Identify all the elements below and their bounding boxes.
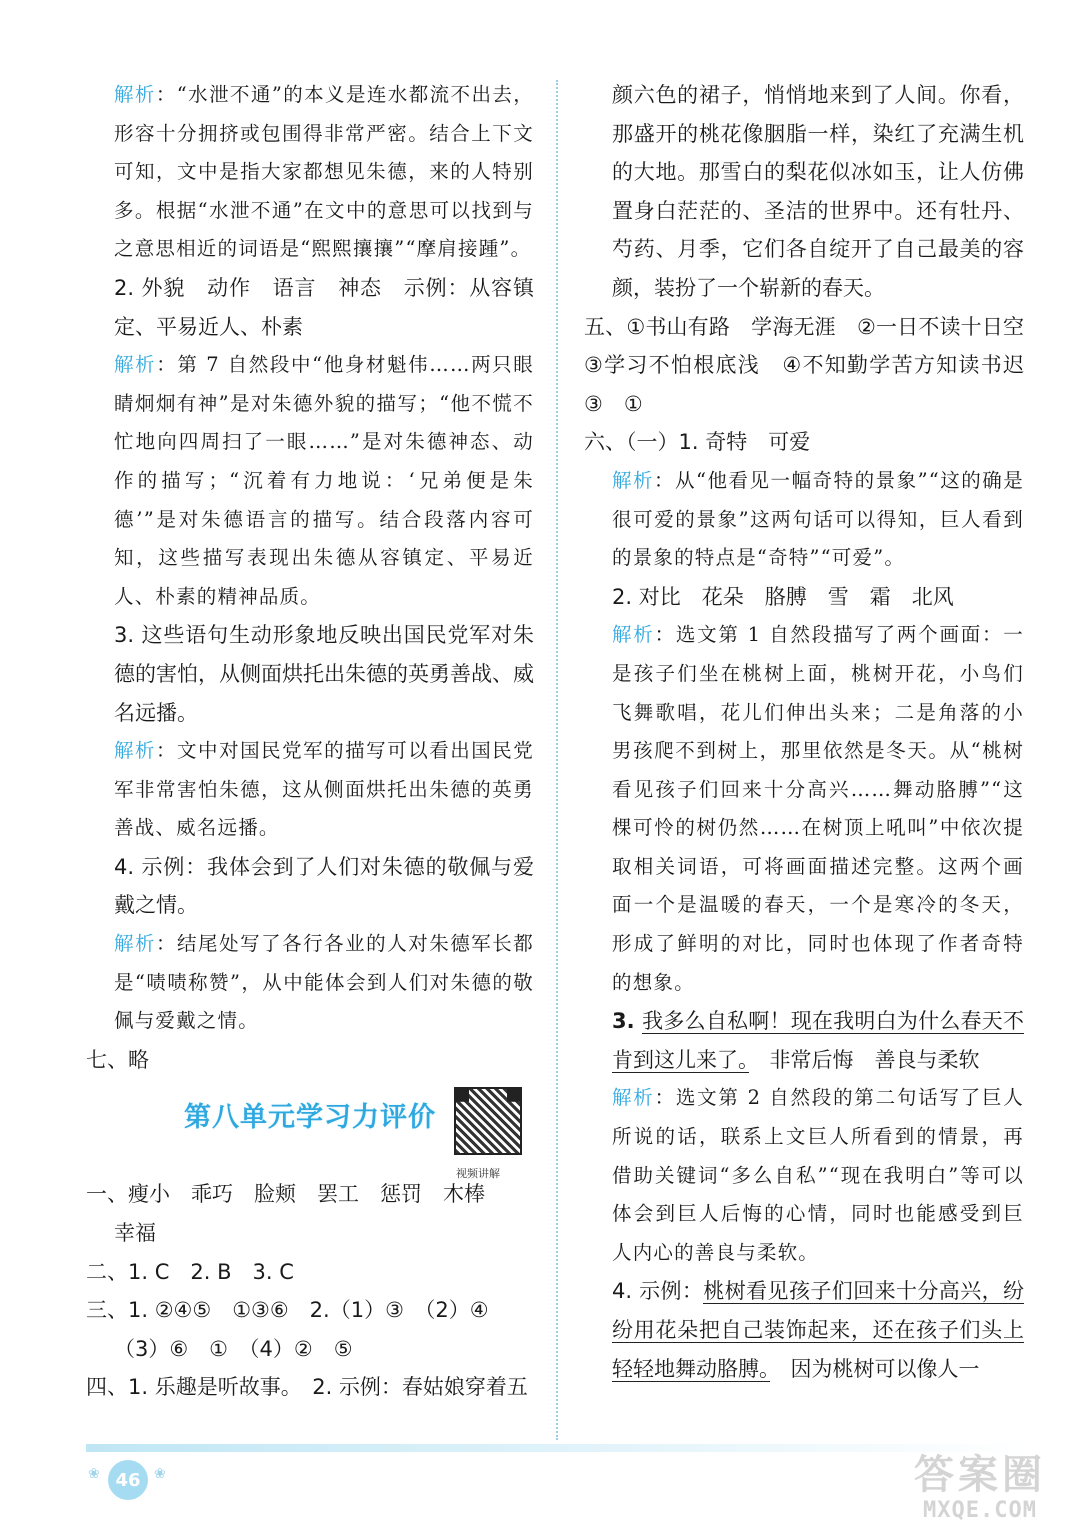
section-1-cont: 幸福 bbox=[114, 1221, 156, 1246]
analysis-paragraph: 解析：文中对国民党军的描写可以看出国民党军非常害怕朱德，这从侧面烘托出朱德的英勇善战、威名远播。 bbox=[114, 739, 534, 840]
answer-3: 3. 我多么自私啊！现在我明白为什么春天不肯到这儿来了。 非常后悔 善良与柔软 bbox=[612, 1009, 1025, 1072]
analysis-paragraph: 解析：选文第 1 自然段描写了两个画面：一是孩子们坐在桃树上面，桃树开花，小鸟们飞舞歌唱，花儿们伸出头来；二是角落的小男孩爬不到树上，那里依然是冬天。从“桃树看见孩子们回来十分高兴……舞动胳膊”“这棵可怜的树仍然……在树顶上吼叫”中依次提取相关词语，可将画面描述完整。这两个画面一个是温暖的春天，一个是寒冷的冬天，形成了鲜明的对比，同时也体现了作者奇特的想象。 bbox=[612, 623, 1024, 994]
analysis-paragraph: 解析：结尾处写了各行各业的人对朱德军长都是“啧啧称赞”，从中能体会到人们对朱德的敬佩与爱戴之情。 bbox=[114, 932, 534, 1033]
section-1: 一、瘦小 乖巧 脸颊 罢工 惩罚 木棒 bbox=[86, 1182, 485, 1207]
section-3: 三、1. ②④⑤ ①③⑥ 2.（1）③ （2）④ bbox=[86, 1298, 489, 1323]
answer-4: 4. 示例：桃树看见孩子们回来十分高兴，纷纷用花朵把自己装饰起来，还在孩子们头上轻轻地舞动胳膊。 因为桃树可以像人一 bbox=[612, 1279, 1025, 1381]
section-6: 六、（一）1. 奇特 可爱 bbox=[584, 430, 811, 455]
answer-2: 2. 外貌 动作 语言 神态 示例：从容镇定、平易近人、朴素 bbox=[114, 275, 534, 339]
analysis-paragraph: 解析：“水泄不通”的本义是连水都流不出去，形容十分拥挤或包围得非常严密。结合上下文可知，文中是指大家都想见朱德，来的人特别多。根据“水泄不通”在文中的意思可以找到与之意思相近的词语是“熙熙攘攘”“摩肩接踵”。 bbox=[114, 83, 534, 261]
column-divider bbox=[556, 80, 558, 1440]
section-5: 五、①书山有路 学海无涯 ②一日不读十日空 ③学习不怕根底浅 ④不知勤学苦方知读书迟 ③ ① bbox=[584, 314, 1045, 416]
unit-title-row bbox=[86, 1079, 534, 1181]
analysis-tag: 解析 bbox=[612, 1086, 655, 1110]
analysis-tag: 解析 bbox=[612, 623, 655, 647]
underlined-answer: 我多么自私啊！现在我明白为什么春天不肯到这儿来了。 bbox=[612, 1009, 1025, 1072]
footer-line bbox=[86, 1444, 1026, 1452]
section-3-cont: （3）⑥ ① （4）② ⑤ bbox=[114, 1336, 353, 1361]
answer-4: 4. 示例：我体会到了人们对朱德的敬佩与爱戴之情。 bbox=[114, 854, 534, 918]
section-4-cont: 颜六色的裙子，悄悄地来到了人间。你看，那盛开的桃花像胭脂一样，染红了充满生机的大地。那雪白的梨花似冰如玉，让人仿佛置身白茫茫的、圣洁的世界中。还有牡丹、芍药、月季，它们各自绽开了自己最美的容颜，装扮了一个崭新的春天。 bbox=[612, 83, 1024, 300]
decor-icon: ❀ bbox=[154, 1466, 166, 1482]
analysis-tag: 解析 bbox=[114, 932, 157, 956]
answer-3: 3. 这些语句生动形象地反映出国民党军对朱德的害怕，从侧面烘托出朱德的英勇善战、威名远播。 bbox=[114, 623, 534, 725]
qr-label: 视频讲解 bbox=[456, 1167, 500, 1181]
answer-2: 2. 对比 花朵 胳膊 雪 霜 北风 bbox=[612, 584, 954, 609]
section-4: 四、1. 乐趣是听故事。 2. 示例：春姑娘穿着五 bbox=[86, 1375, 528, 1400]
section-2: 二、1. C 2. B 3. C bbox=[86, 1259, 294, 1284]
underlined-answer: 桃树看见孩子们回来十分高兴，纷纷用花朵把自己装饰起来，还在孩子们头上轻轻地舞动胳膊。 bbox=[612, 1279, 1025, 1381]
left-column bbox=[86, 76, 534, 1407]
analysis-paragraph: 解析：第 7 自然段中“他身材魁伟……两只眼睛炯炯有神”是对朱德外貌的描写；“他不慌不忙地向四周扫了一眼……”是对朱德神态、动作的描写；“沉着有力地说：‘兄弟便是朱德’”是对朱德语言的描写。结合段落内容可知，这些描写表现出朱德从容镇定、平易近人、朴素的精神品质。 bbox=[114, 353, 534, 608]
decor-icon: ❀ bbox=[88, 1466, 100, 1482]
analysis-tag: 解析 bbox=[612, 468, 655, 492]
right-column bbox=[584, 76, 1045, 1388]
section-7: 七、略 bbox=[86, 1047, 149, 1072]
analysis-paragraph: 解析：选文第 2 自然段的第二句话写了巨人所说的话，联系上文巨人所看到的情景，再借助关键词“多么自私”“现在我明白”等可以体会到巨人后悔的心情，同时也能感受到巨人内心的善良与柔软。 bbox=[612, 1086, 1024, 1264]
qr-code-icon[interactable] bbox=[454, 1087, 522, 1155]
unit-title: 第八单元学习力评价 bbox=[184, 1102, 436, 1134]
analysis-tag: 解析 bbox=[114, 739, 157, 763]
analysis-paragraph: 解析：从“他看见一幅奇特的景象”“这的确是很可爱的景象”这两句话可以得知，巨人看到的景象的特点是“奇特”“可爱”。 bbox=[612, 468, 1024, 570]
page-number: 46 bbox=[108, 1460, 148, 1500]
watermark-logo: 答案圈 MXQE.COM bbox=[914, 1452, 1046, 1523]
analysis-tag: 解析 bbox=[114, 83, 156, 106]
analysis-tag: 解析 bbox=[114, 353, 157, 377]
